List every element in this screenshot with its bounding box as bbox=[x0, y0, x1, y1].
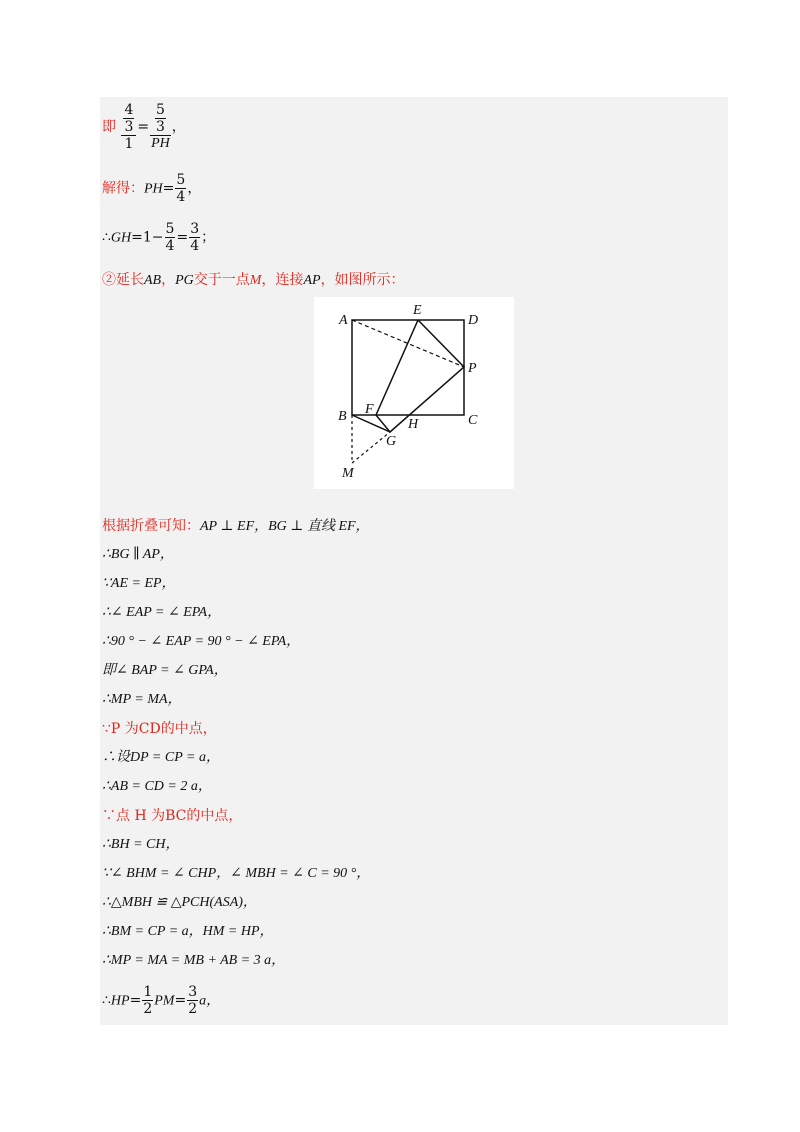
label-b: B bbox=[338, 409, 347, 424]
step-line: 即∠ BAP = ∠ GPA， bbox=[102, 663, 228, 678]
step-line: ∴BM = CP = a，HM = HP， bbox=[102, 924, 274, 939]
step-line: 根据折叠可知：AP ⊥ EF，BG ⊥ 直线 EF， bbox=[102, 518, 370, 534]
step-line: ∴△MBH ≌ △PCH(ASA)， bbox=[102, 895, 257, 910]
label-f: F bbox=[365, 402, 374, 417]
equation-line-1: 即 $\frac{\frac{4}{3}}{1}$ = $\frac{\frac{5}{3}}{PH}$ ， bbox=[102, 102, 186, 152]
step-line: ∴MP = MA， bbox=[102, 692, 182, 707]
step-line: ∴设DP = CP = a， bbox=[102, 750, 220, 765]
segment-bg bbox=[352, 415, 390, 432]
equation-line-2: 解得：PH= $\frac{5}{4}$ ， bbox=[102, 172, 202, 205]
equation-line-4: ②延长AB，PG交于一点M，连接AP，如图所示： bbox=[102, 272, 405, 288]
square-abcd bbox=[352, 320, 464, 415]
step-line: ∵P 为CD的中点， bbox=[102, 721, 217, 737]
step-line: ∵∠ BHM = ∠ CHP，∠ MBH = ∠ C = 90 °， bbox=[102, 866, 371, 881]
geometry-svg bbox=[314, 297, 514, 489]
step-line: ∵点 H 为BC的中点， bbox=[102, 808, 243, 824]
step-line: ∴BH = CH， bbox=[102, 837, 180, 852]
step-line: ∴∠ EAP = ∠ EPA， bbox=[102, 605, 222, 620]
complex-fraction-left: $\frac{\frac{4}{3}}{1}$ bbox=[121, 102, 136, 152]
label-a: A bbox=[339, 313, 348, 328]
equation-line-last: ∴HP= $\frac{1}{2}$ PM= $\frac{3}{2}$ a， bbox=[102, 984, 221, 1017]
step-line: ∴MP = MA = MB + AB = 3 a， bbox=[102, 953, 286, 968]
label-p: P bbox=[468, 361, 477, 376]
step-line: ∴90 ° − ∠ EAP = 90 ° − ∠ EPA， bbox=[102, 634, 301, 649]
line-prefix: 即 bbox=[102, 119, 116, 135]
equation-line-3: ∴GH=1− $\frac{5}{4}$ = $\frac{3}{4}$ ； bbox=[102, 221, 216, 254]
label-e: E bbox=[413, 303, 422, 318]
dashed-mg bbox=[352, 432, 390, 463]
step-line: ∴AB = CD = 2 a， bbox=[102, 779, 212, 794]
label-c: C bbox=[468, 413, 478, 428]
label-g: G bbox=[386, 434, 397, 449]
step-line: ∴BG ∥ AP， bbox=[102, 547, 174, 562]
label-h: H bbox=[408, 417, 419, 432]
complex-fraction-right: $\frac{\frac{5}{3}}{PH}$ bbox=[151, 102, 170, 151]
step-line: ∵AE = EP， bbox=[102, 576, 176, 591]
geometry-figure bbox=[314, 297, 514, 489]
label-m: M bbox=[342, 466, 354, 481]
label-d: D bbox=[468, 313, 479, 328]
